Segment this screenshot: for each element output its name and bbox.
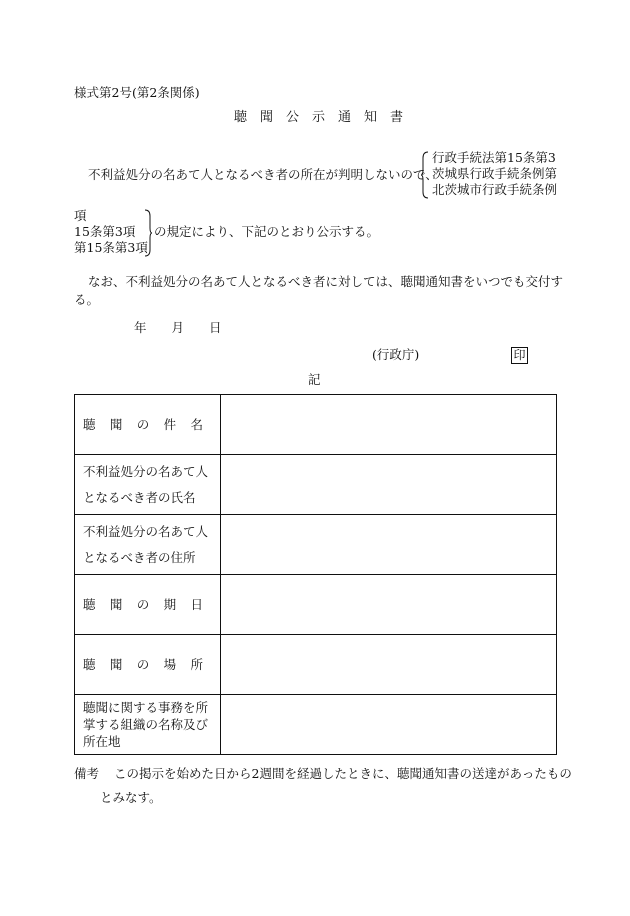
remarks-line1: この掲示を始めた日から2週間を経過したときに、聴聞通知書の送達があったもの [114,766,572,781]
label-line: 不利益処分の名あて人 [83,463,209,479]
row-label-hearing-subject [75,395,221,455]
paragraph2-line1: なお、不利益処分の名あて人となるべき者に対しては、聴聞通知書をいつでも交付す [88,274,564,289]
agency-label: (行政庁) [372,347,420,362]
table-row [75,395,557,455]
table-row [75,695,557,755]
page-title: 聴 聞 公 示 通 知 書 [234,110,404,125]
label-char: 日 [190,596,203,612]
table-row [75,575,557,635]
brace-option-top-1: 行政手続法第15条第3 [432,150,556,165]
row-value-hearing-date[interactable] [221,575,557,635]
row-value-hearing-subject[interactable] [221,395,557,455]
notice-table [74,394,557,755]
row-label-hearing-date [75,575,221,635]
brace-option-top-2: 茨城県行政手続条例第 [432,166,558,181]
body-line1-prefix: 不利益処分の名あて人となるべき者の所在が判明しないので、 [88,167,438,182]
label-char: 所 [190,656,203,672]
right-brace [144,210,152,256]
label-char: 件 [163,416,177,432]
label-char: 期 [163,596,177,612]
seal-mark: 印 [511,347,528,364]
label-char: 名 [190,416,203,432]
brace-option-bottom-3: 第15条第3項 [74,240,148,255]
label-char: 場 [163,656,177,672]
label-char: 聴 [83,656,96,672]
label-char: の [136,416,150,432]
label-char: 聴 [83,416,96,432]
table-row [75,635,557,695]
ki-heading: 記 [308,372,321,387]
label-char: の [136,656,150,672]
brace-option-bottom-2: 15条第3項 [74,224,136,239]
label-char: 聴 [83,596,96,612]
brace-option-bottom-1: 項 [74,208,87,223]
paragraph2-line2: る。 [74,292,100,307]
label-line: 聴聞に関する事務を所 [83,700,209,715]
label-line: 掌する組織の名称及び [83,717,209,732]
label-char: の [136,596,150,612]
label-line: となるべき者の氏名 [83,489,196,505]
row-label-hearing-place [75,635,221,695]
table-row [75,515,557,575]
date-line: 年 月 日 [134,320,222,335]
label-char: 聞 [109,656,123,672]
row-value-organization[interactable] [221,695,557,755]
table-row [75,455,557,515]
label-line: となるべき者の住所 [83,549,196,565]
row-label-recipient-name [75,455,221,515]
left-brace [421,152,429,198]
row-label-recipient-address [75,515,221,575]
label-line: 不利益処分の名あて人 [83,523,209,539]
form-number: 様式第2号(第2条関係) [74,85,200,100]
brace-option-top-3: 北茨城市行政手続条例 [432,182,558,197]
row-value-hearing-place[interactable] [221,635,557,695]
label-line: 所在地 [83,734,121,749]
remarks-heading: 備考 [74,766,100,781]
remarks-line2: とみなす。 [100,790,162,805]
label-char: 聞 [109,416,123,432]
row-value-recipient-name[interactable] [221,455,557,515]
row-label-organization [75,695,221,755]
body-line2-suffix: の規定により、下記のとおり公示する。 [154,224,380,239]
label-char: 聞 [109,596,123,612]
row-value-recipient-address[interactable] [221,515,557,575]
